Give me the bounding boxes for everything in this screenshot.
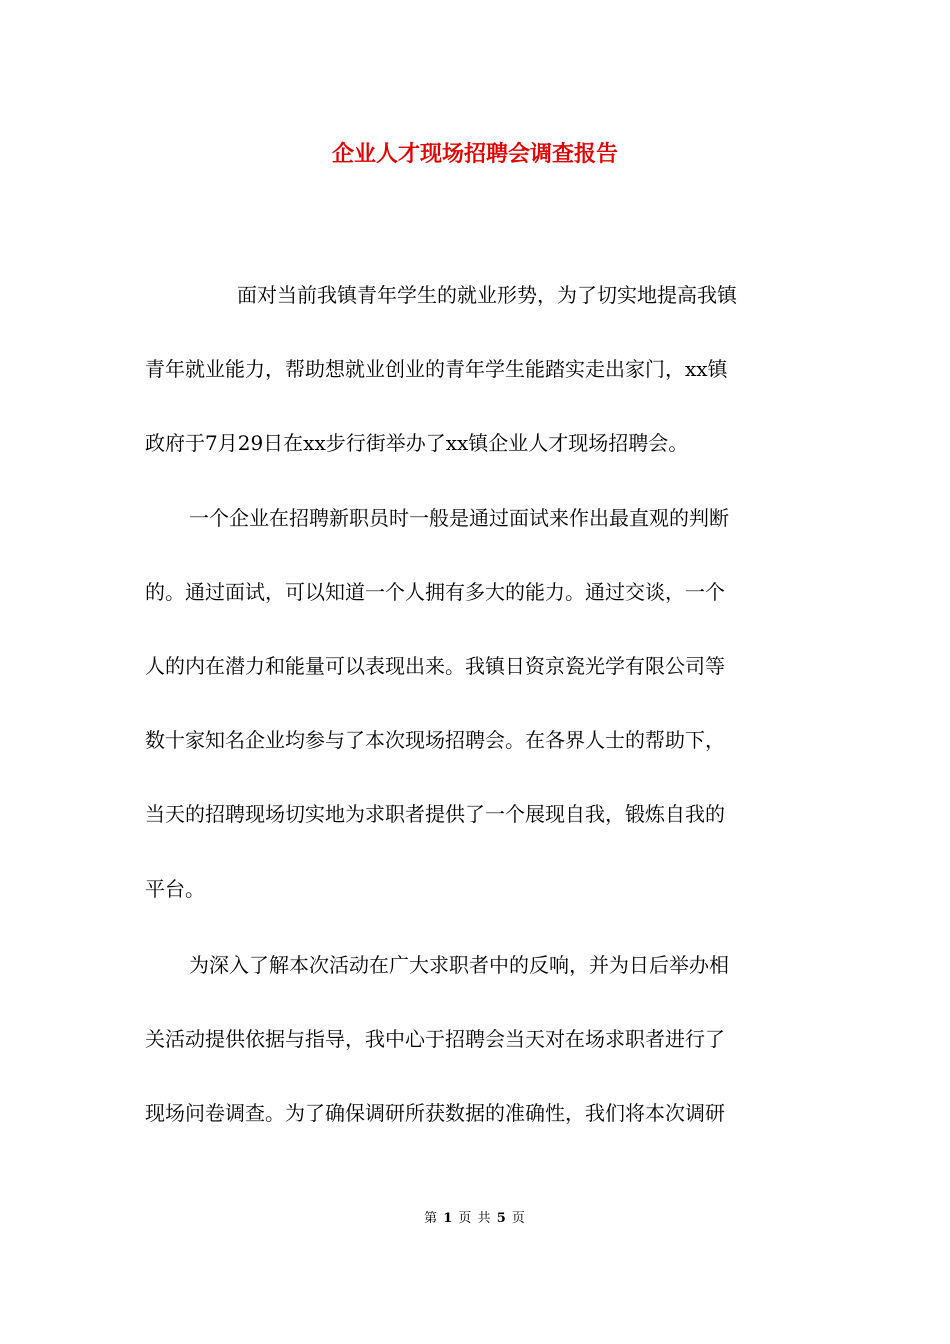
paragraph-line: 的。通过面试，可以知道一个人拥有多大的能力。通过交谈，一个	[145, 580, 725, 604]
paragraph-line: 人的内在潜力和能量可以表现出来。我镇日资京瓷光学有限公司等	[145, 654, 725, 678]
paragraph-line: 数十家知名企业均参与了本次现场招聘会。在各界人士的帮助下，	[145, 728, 725, 752]
paragraph-line: 当天的招聘现场切实地为求职者提供了一个展现自我，锻炼自我的	[145, 802, 725, 826]
paragraph-line: 关活动提供依据与指导，我中心于招聘会当天对在场求职者进行了	[145, 1027, 725, 1051]
paragraph-line: 青年就业能力，帮助想就业创业的青年学生能踏实走出家门，xx镇	[145, 357, 728, 381]
footer-mid: 页 共	[458, 1211, 492, 1226]
footer-suffix: 页	[511, 1211, 526, 1226]
paragraph-line: 平台。	[145, 877, 205, 901]
paragraph-line: 为深入了解本次活动在广大求职者中的反响，并为日后举办相	[189, 953, 729, 977]
footer-page-number: 1	[443, 1211, 454, 1226]
footer-prefix: 第	[424, 1211, 439, 1226]
paragraph-line: 面对当前我镇青年学生的就业形势，为了切实地提高我镇	[237, 283, 737, 307]
paragraph-line: 一个企业在招聘新职员时一般是通过面试来作出最直观的判断	[189, 506, 729, 530]
footer-total-pages: 5	[496, 1211, 507, 1226]
document-title: 企业人才现场招聘会调查报告	[331, 141, 618, 167]
page-footer	[0, 1209, 950, 1229]
paragraph-line: 政府于7月29日在xx步行街举办了xx镇企业人才现场招聘会。	[145, 431, 689, 455]
paragraph-line: 现场问卷调查。为了确保调研所获数据的准确性，我们将本次调研	[145, 1101, 725, 1125]
